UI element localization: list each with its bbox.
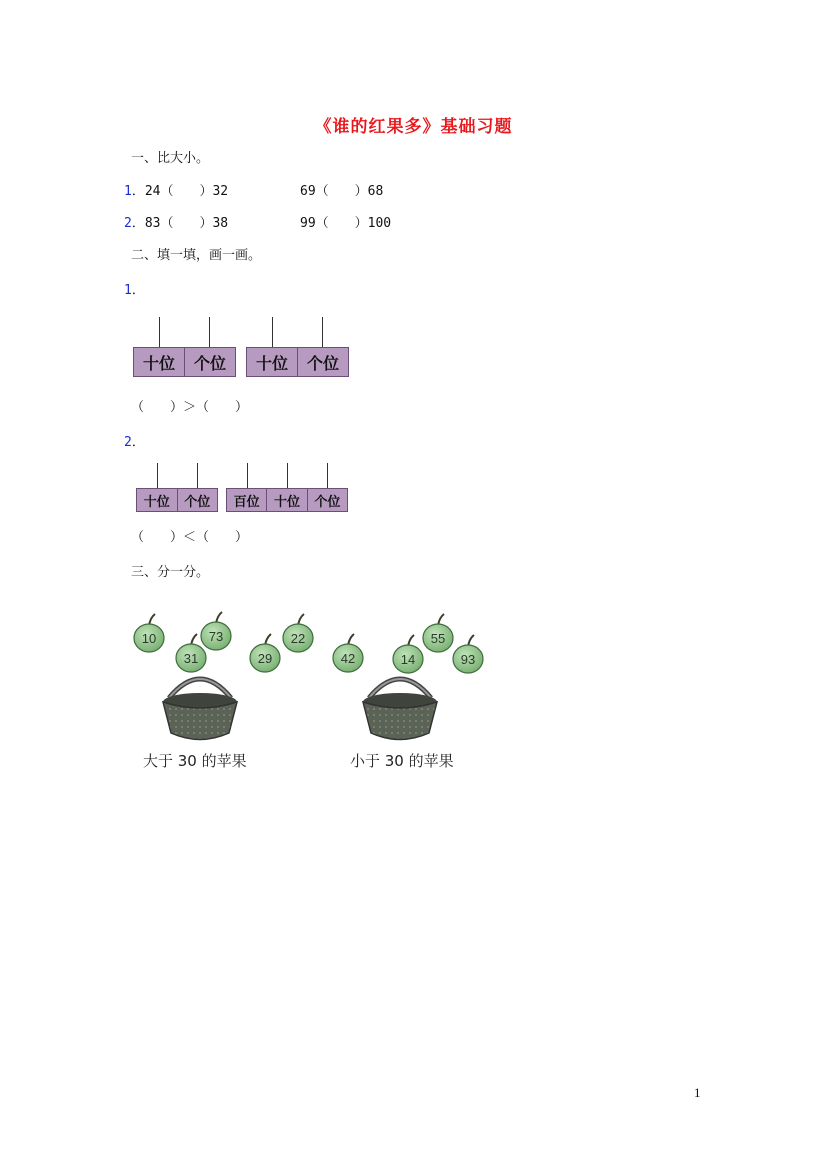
basket-left-icon xyxy=(163,679,237,740)
s2-q1-dot: ． xyxy=(131,283,145,298)
place-value-chart-2a xyxy=(136,488,218,512)
apple-icon xyxy=(283,614,313,652)
section1-heading: 一、比大小。 xyxy=(131,151,210,166)
apple-icon xyxy=(393,635,423,673)
s1-q1-right-text: 69（ ）68 xyxy=(300,184,384,199)
basket-left-caption: 大于 30 的苹果 xyxy=(143,752,247,770)
s1-q1-number: 1 xyxy=(124,184,132,199)
ones-place-cell: 个位 xyxy=(314,494,341,510)
s1-q2-left xyxy=(124,215,228,233)
basket-right-icon xyxy=(363,679,437,740)
abacus-rod xyxy=(322,317,323,348)
section2-heading: 二、填一填，画一画。 xyxy=(131,248,262,263)
apple-number-label: 73 xyxy=(208,629,224,644)
apple-number-label: 93 xyxy=(460,652,476,667)
place-value-chart-1a xyxy=(133,347,236,377)
s2-q2-dot: ． xyxy=(131,435,145,450)
s2-q2-number: 2 xyxy=(124,435,132,450)
s2-q2-label xyxy=(124,434,145,452)
page-number: 1 xyxy=(694,1085,701,1100)
s2-q1-label xyxy=(124,282,145,300)
apple-icon xyxy=(333,634,363,672)
abacus-rod xyxy=(327,463,328,489)
apple-icon xyxy=(201,612,231,650)
apple-number-label: 31 xyxy=(183,651,199,666)
abacus-rod xyxy=(159,317,160,348)
apple-number-label: 55 xyxy=(430,631,446,646)
abacus-rod xyxy=(272,317,273,348)
apple-icon xyxy=(250,634,280,672)
ones-place-cell: 个位 xyxy=(306,353,339,373)
s1-q2-left-text: ．83（ ）38 xyxy=(131,216,229,231)
apple-number-label: 29 xyxy=(257,651,273,666)
apple-number-label: 10 xyxy=(141,631,157,646)
s2-q1-answer: （ ）＞（ ） xyxy=(131,400,249,415)
apple-number-label: 22 xyxy=(290,631,306,646)
abacus-rod xyxy=(287,463,288,489)
apple-number-label: 14 xyxy=(400,652,416,667)
s1-q2-number: 2 xyxy=(124,216,132,231)
s2-q2-answer: （ ）＜（ ） xyxy=(131,530,249,545)
s1-q2-right-text: 99（ ）100 xyxy=(300,216,392,231)
apple-number-label: 42 xyxy=(340,651,356,666)
s1-q1-left-text: ．24（ ）32 xyxy=(131,184,229,199)
basket-right-caption: 小于 30 的苹果 xyxy=(350,752,454,770)
apple-icon xyxy=(423,614,453,652)
apple-icon xyxy=(453,635,483,673)
abacus-rod xyxy=(157,463,158,489)
s1-q1-left xyxy=(124,183,228,201)
s2-q1-number: 1 xyxy=(124,283,132,298)
place-value-chart-1b xyxy=(246,347,349,377)
ones-place-cell: 个位 xyxy=(184,494,211,510)
tens-place-cell: 十位 xyxy=(247,348,298,376)
place-value-chart-2b xyxy=(226,488,348,512)
page-title: 《谁的红果多》基础习题 xyxy=(314,117,513,137)
ones-place-cell: 个位 xyxy=(193,353,226,373)
apple-icon xyxy=(134,614,164,652)
tens-place-cell: 十位 xyxy=(267,489,307,511)
hundreds-place-cell: 百位 xyxy=(227,489,267,511)
section3-heading: 三、分一分。 xyxy=(131,565,210,580)
abacus-rod xyxy=(247,463,248,489)
tens-place-cell: 十位 xyxy=(137,489,178,511)
tens-place-cell: 十位 xyxy=(134,348,185,376)
abacus-rod xyxy=(197,463,198,489)
abacus-rod xyxy=(209,317,210,348)
